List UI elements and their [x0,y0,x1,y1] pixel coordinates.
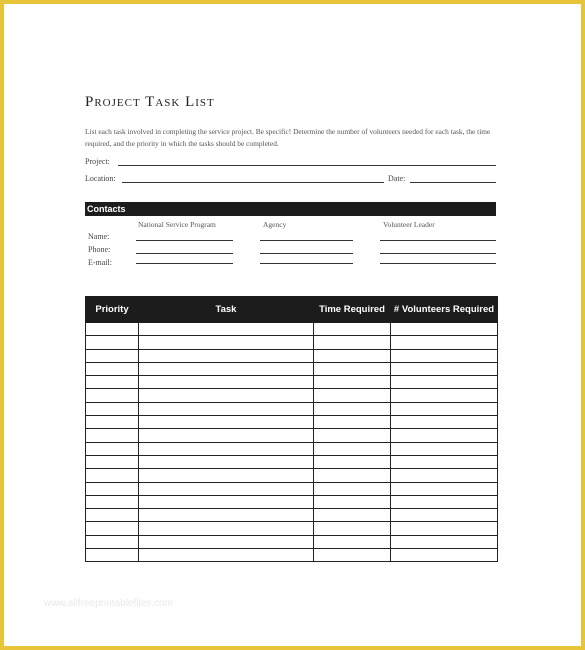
table-cell[interactable] [314,349,391,362]
table-row [86,535,498,548]
table-cell[interactable] [139,336,314,349]
table-cell[interactable] [314,535,391,548]
date-label: Date: [388,174,406,183]
table-cell[interactable] [314,336,391,349]
contact-line[interactable] [260,263,353,264]
page-title: Project Task List [85,94,215,110]
table-cell[interactable] [314,376,391,389]
contacts-col-national-service: National Service Program [138,220,216,229]
table-row [86,323,498,336]
table-cell[interactable] [314,495,391,508]
table-cell[interactable] [86,509,139,522]
table-cell[interactable] [314,482,391,495]
contacts-col-volunteer-leader: Volunteer Leader [383,220,435,229]
table-row [86,336,498,349]
table-cell[interactable] [139,469,314,482]
table-cell[interactable] [139,535,314,548]
table-cell[interactable] [391,389,498,402]
table-cell[interactable] [391,336,498,349]
watermark: www.allfreeprintablefiles.com [44,598,173,609]
table-cell[interactable] [139,323,314,336]
table-cell[interactable] [139,376,314,389]
table-cell[interactable] [391,455,498,468]
table-cell[interactable] [139,495,314,508]
table-cell[interactable] [139,389,314,402]
table-cell[interactable] [314,522,391,535]
table-cell[interactable] [86,416,139,429]
table-cell[interactable] [86,549,139,562]
table-row [86,376,498,389]
table-cell[interactable] [139,416,314,429]
table-cell[interactable] [86,469,139,482]
contacts-col-agency: Agency [263,220,287,229]
header-task: Task [139,297,314,323]
intro-text: List each task involved in completing the service project. Be specific! Determine the number of volunteers needed for each task, the time required, and the priority in which the tasks should be completed. [85,127,491,148]
table-cell[interactable] [314,549,391,562]
table-row [86,349,498,362]
table-cell[interactable] [139,549,314,562]
project-line[interactable] [118,165,496,166]
table-cell[interactable] [391,509,498,522]
table-cell[interactable] [139,509,314,522]
date-line[interactable] [410,182,496,183]
document-page [4,4,581,646]
table-cell[interactable] [86,349,139,362]
contacts-heading: Contacts [85,202,496,216]
contact-line[interactable] [260,253,353,254]
table-cell[interactable] [391,376,498,389]
contacts-row-phone: Phone: [88,245,111,254]
table-cell[interactable] [86,402,139,415]
contacts-row-email: E-mail: [88,258,112,267]
table-cell[interactable] [86,522,139,535]
contact-line[interactable] [136,253,233,254]
table-cell[interactable] [86,455,139,468]
header-volunteers-required: # Volunteers Required [391,297,498,323]
table-row [86,509,498,522]
table-cell[interactable] [391,442,498,455]
table-cell[interactable] [314,442,391,455]
table-row [86,482,498,495]
contacts-row-name: Name: [88,232,110,241]
table-cell[interactable] [86,323,139,336]
table-cell[interactable] [391,495,498,508]
contact-line[interactable] [136,240,233,241]
location-label: Location: [85,174,116,183]
table-cell[interactable] [314,389,391,402]
table-cell[interactable] [139,429,314,442]
header-time-required: Time Required [314,297,391,323]
contact-line[interactable] [136,263,233,264]
project-label: Project: [85,157,110,166]
table-row [86,469,498,482]
table-row [86,549,498,562]
table-cell[interactable] [86,389,139,402]
table-cell[interactable] [86,495,139,508]
header-priority: Priority [86,297,139,323]
table-cell[interactable] [391,535,498,548]
table-row [86,389,498,402]
task-table-header [86,297,498,323]
table-cell[interactable] [314,362,391,375]
table-row [86,416,498,429]
table-cell[interactable] [391,323,498,336]
table-row [86,522,498,535]
location-line[interactable] [122,182,384,183]
table-cell[interactable] [391,522,498,535]
table-cell[interactable] [314,323,391,336]
table-row [86,402,498,415]
table-cell[interactable] [139,349,314,362]
table-cell[interactable] [139,442,314,455]
table-cell[interactable] [139,522,314,535]
table-cell[interactable] [139,482,314,495]
table-cell[interactable] [391,429,498,442]
table-cell[interactable] [86,442,139,455]
table-row [86,455,498,468]
table-cell[interactable] [391,482,498,495]
table-cell[interactable] [86,482,139,495]
table-cell[interactable] [314,416,391,429]
table-cell[interactable] [139,455,314,468]
contact-line[interactable] [380,253,496,254]
table-cell[interactable] [139,402,314,415]
task-table [85,296,498,562]
table-cell[interactable] [391,416,498,429]
contact-line[interactable] [380,263,496,264]
table-cell[interactable] [86,336,139,349]
table-cell[interactable] [86,362,139,375]
table-row [86,495,498,508]
table-cell[interactable] [314,469,391,482]
table-cell[interactable] [86,376,139,389]
table-cell[interactable] [139,362,314,375]
table-row [86,442,498,455]
table-row [86,429,498,442]
contact-line[interactable] [260,240,353,241]
contact-line[interactable] [380,240,496,241]
table-cell[interactable] [391,362,498,375]
table-cell[interactable] [391,469,498,482]
task-table-body [86,323,498,562]
table-cell[interactable] [391,402,498,415]
table-row [86,362,498,375]
table-cell[interactable] [391,549,498,562]
table-cell[interactable] [314,455,391,468]
table-cell[interactable] [86,535,139,548]
table-cell[interactable] [86,429,139,442]
table-cell[interactable] [391,349,498,362]
table-cell[interactable] [314,402,391,415]
table-cell[interactable] [314,509,391,522]
table-cell[interactable] [314,429,391,442]
